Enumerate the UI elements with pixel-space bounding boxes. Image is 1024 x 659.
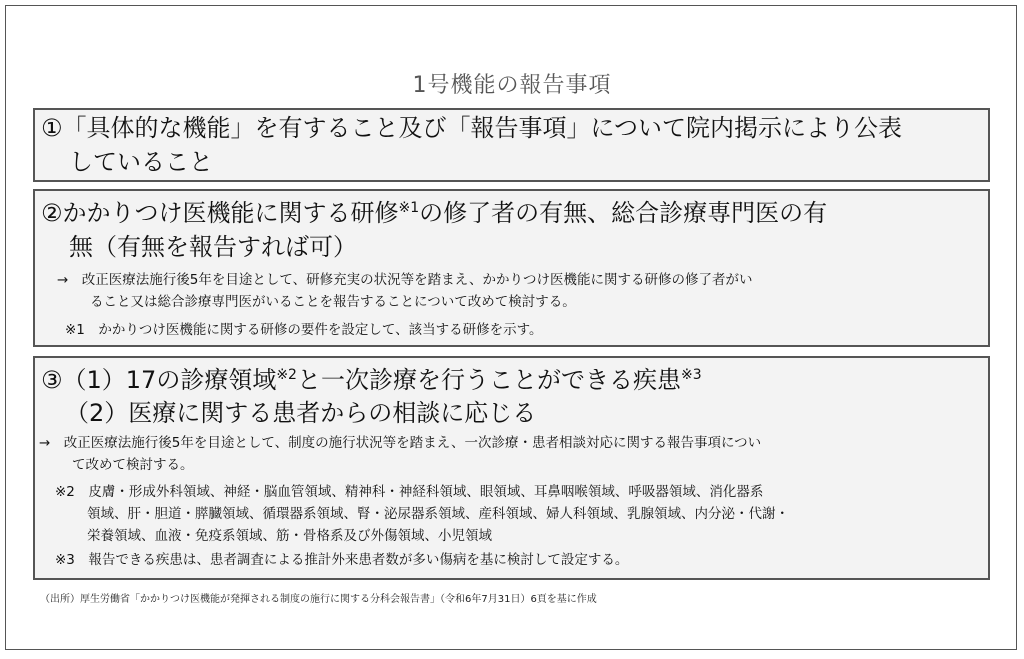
item2-arrow-note-line1: → 改正医療法施行後5年を目途として、研修充実の状況等を踏まえ、かかりつけ医機能に関する研修の修了者がい: [57, 272, 753, 288]
report-item-1: [33, 108, 990, 182]
item3-arrow-note-line2: て改めて検討する。: [72, 457, 194, 473]
item3-footnote-2-line3: 栄養領域、血液・免疫系領域、筋・骨格系及び外傷領域、小児領域: [87, 528, 492, 544]
report-item-2: [33, 189, 990, 347]
item3-heading-line2: （2）医療に関する患者からの相談に応じる: [65, 399, 537, 427]
item2-heading-line2: 無（有無を報告すれば可）: [69, 233, 357, 261]
footnote-ref-3: ※3: [680, 367, 702, 383]
item3-heading-text-cont: と一次診療を行うことができる疾患: [296, 366, 681, 394]
item2-heading-line1: [41, 196, 827, 230]
footnote-ref-1: ※1: [398, 200, 420, 216]
item3-footnote-2-line2: 領域、肝・胆道・膵臓領域、循環器系領域、腎・泌尿器系領域、産科領域、婦人科領域、乳腺領域、内分泌・代謝・: [87, 506, 789, 522]
item3-heading-text: ③（1）17の診療領域: [41, 366, 277, 394]
report-item-3: [33, 356, 990, 580]
item3-heading-line1: [41, 363, 702, 397]
item3-arrow-note-line1: → 改正医療法施行後5年を目途として、制度の施行状況等を踏まえ、一次診療・患者相談対応に関する報告事項につい: [39, 435, 762, 451]
item3-footnote-2-line1: ※2 皮膚・形成外科領域、神経・脳血管領域、精神科・神経科領域、眼領域、耳鼻咽喉領域、呼吸器領域、消化器系: [55, 484, 764, 500]
item2-footnote-1: ※1 かかりつけ医機能に関する研修の要件を設定して、該当する研修を示す。: [65, 322, 543, 338]
page-title: 1号機能の報告事項: [412, 73, 612, 98]
item1-heading-line2: していること: [69, 148, 213, 176]
item1-heading-line1: ①「具体的な機能」を有すること及び「報告事項」について院内掲示により公表: [41, 114, 903, 142]
item3-footnote-3: ※3 報告できる疾患は、患者調査による推計外来患者数が多い傷病を基に検討して設定する。: [55, 552, 629, 568]
item2-heading-text: ②かかりつけ医機能に関する研修: [41, 199, 399, 227]
source-citation: （出所）厚生労働省「かかりつけ医機能が発揮される制度の施行に関する分科会報告書」（令和6年7月31日）6頁を基に作成: [40, 594, 597, 605]
footnote-ref-2: ※2: [276, 367, 297, 383]
item2-arrow-note-line2: ること又は総合診療専門医がいることを報告することについて改めて検討する。: [90, 294, 576, 310]
item2-heading-text-cont: の修了者の有無、総合診療専門医の有: [419, 199, 828, 227]
